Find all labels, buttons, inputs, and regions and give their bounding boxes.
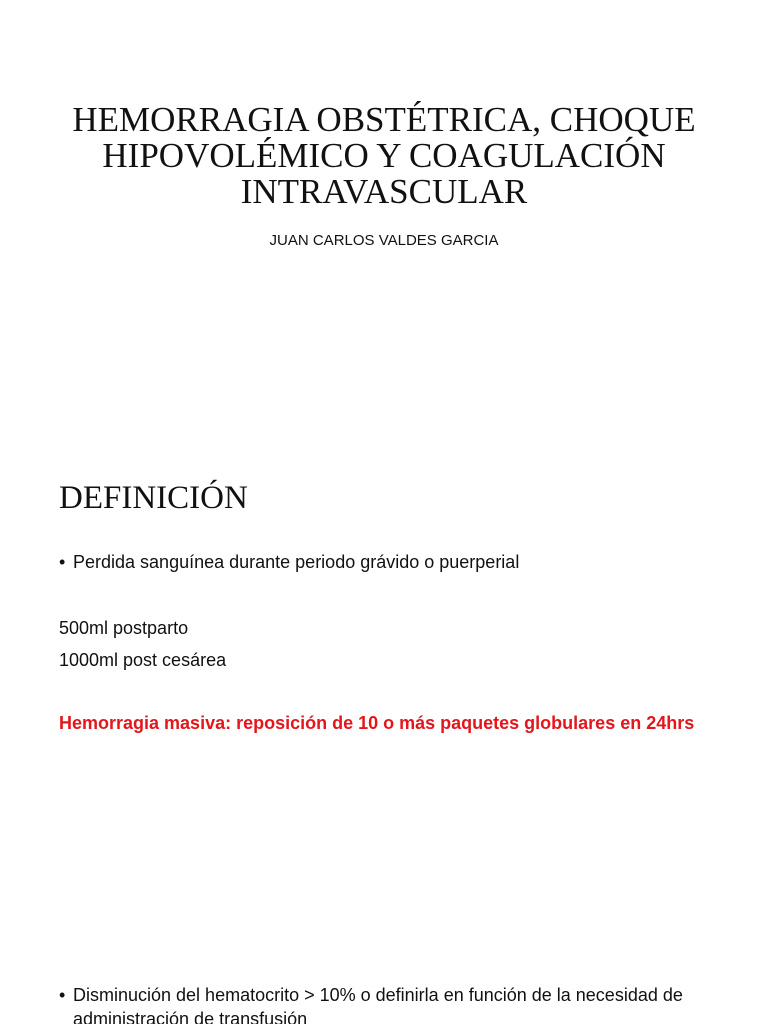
presentation-title: HEMORRAGIA OBSTÉTRICA, CHOQUE HIPOVOLÉMICO Y COAGULACIÓN INTRAVASCULAR <box>72 100 696 211</box>
bullet-text: Disminución del hematocrito > 10% o definirla en función de la necesidad de administración de transfusión <box>73 985 683 1024</box>
author-name: JUAN CARLOS VALDES GARCIA <box>269 232 499 249</box>
cesarean-volume: 1000ml post cesárea <box>59 650 227 670</box>
title-slide <box>0 0 768 440</box>
bullet-text: Perdida sanguínea durante periodo grávido o puerperial <box>73 552 520 572</box>
bullet-icon: • <box>59 552 66 572</box>
slide-heading: DEFINICIÓN <box>59 480 248 516</box>
postpartum-volume: 500ml postparto <box>59 618 189 638</box>
definition-slide <box>0 440 768 1024</box>
bullet-icon: • <box>59 985 66 1005</box>
bullet-item <box>59 983 719 1024</box>
massive-hemorrhage-definition: Hemorragia masiva: reposición de 10 o más paquetes globulares en 24hrs <box>59 713 695 733</box>
bullet-item <box>59 550 719 574</box>
